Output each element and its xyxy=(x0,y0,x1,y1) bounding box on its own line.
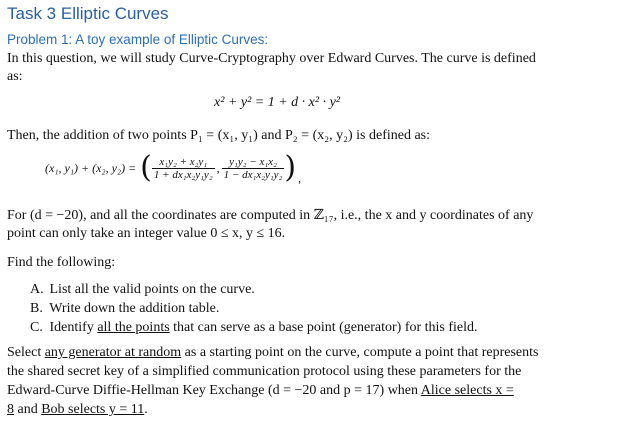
list-item-label: B. xyxy=(30,301,43,316)
fraction-x-denominator: 1 + dx₁x₂y₁y₂ xyxy=(153,168,213,181)
final-underlined: Alice selects x = xyxy=(420,383,514,398)
list-item-text-after: that can serve as a base point (generator) for this field. xyxy=(169,320,478,335)
final-line-1 xyxy=(7,343,538,362)
final-text: Select xyxy=(7,345,45,360)
intro-line-2: as: xyxy=(7,69,23,84)
formula-lhs: (x₁, y₁) + (x₂, y₂) = xyxy=(45,160,137,175)
curve-equation: x² + y² = 1 + d · x² · y² xyxy=(214,95,340,110)
list-item xyxy=(30,318,478,337)
find-heading: Find the following: xyxy=(7,255,116,270)
final-line-4 xyxy=(7,400,538,419)
fraction-y-numerator: y₁y₂ − x₁x₂ xyxy=(222,156,285,169)
fraction-y xyxy=(222,156,285,181)
addition-formula: (x₁, y₁) + (x₂, y₂) = ( $\frac{\text{x₁y₂ + x₂y₁}}{\text{1 + dx₁x₂y₁y₂}}$ , $\frac{\text{y₁y₂ − x₁x₂}}{\text{1 − dx₁x₂y₁y₂}}$ ) , xyxy=(45,150,302,185)
final-line-3 xyxy=(7,381,538,400)
final-underlined: Bob selects y = 11 xyxy=(41,402,145,417)
final-underlined: 8 xyxy=(7,402,14,417)
final-text: . xyxy=(144,402,148,417)
fraction-x-numerator: x₁y₂ + x₂y₁ xyxy=(152,156,215,169)
left-paren: ( xyxy=(140,150,152,185)
task-list xyxy=(30,280,478,337)
params-line-1: For (d = −20), and all the coordinates are computed in ℤ₁₇, i.e., the x and y coordinates of any xyxy=(7,208,534,223)
fraction-y-denominator: 1 − dx₁x₂y₁y₂ xyxy=(223,168,283,181)
final-text: as a starting point on the curve, compute a point that represents xyxy=(181,345,539,360)
final-line-2 xyxy=(7,362,538,381)
page-title: Task 3 Elliptic Curves xyxy=(7,4,169,23)
intro-line-1: In this question, we will study Curve-Cryptography over Edward Curves. The curve is defined xyxy=(7,51,536,66)
list-item-underlined: all the points xyxy=(97,320,170,335)
list-item-text: List all the valid points on the curve. xyxy=(49,282,255,297)
list-item xyxy=(30,280,478,299)
fraction-x xyxy=(152,156,215,181)
final-paragraph xyxy=(7,343,538,419)
addition-intro: Then, the addition of two points P₁ = (x₁, y₁) and P₂ = (x₂, y₂) is defined as: xyxy=(7,128,431,143)
list-item-text: Write down the addition table. xyxy=(49,301,220,316)
list-item-label: C. xyxy=(30,320,43,335)
final-text: Edward-Curve Diffie-Hellman Key Exchange (d = −20 and p = 17) when xyxy=(7,383,421,398)
final-text: the shared secret key of a simplified communication protocol using these parameters for the xyxy=(7,364,522,379)
list-item-text: Identify xyxy=(49,320,98,335)
final-underlined: any generator at random xyxy=(44,345,182,360)
params-line-2: point can only take an integer value 0 ≤ x, y ≤ 16. xyxy=(7,226,286,241)
final-text: and xyxy=(14,402,42,417)
formula-comma: , xyxy=(298,171,302,185)
right-paren: ) xyxy=(284,150,297,185)
list-item-label: A. xyxy=(30,282,44,297)
problem-subtitle: Problem 1: A toy example of Elliptic Curves: xyxy=(7,32,269,47)
list-item xyxy=(30,299,478,318)
